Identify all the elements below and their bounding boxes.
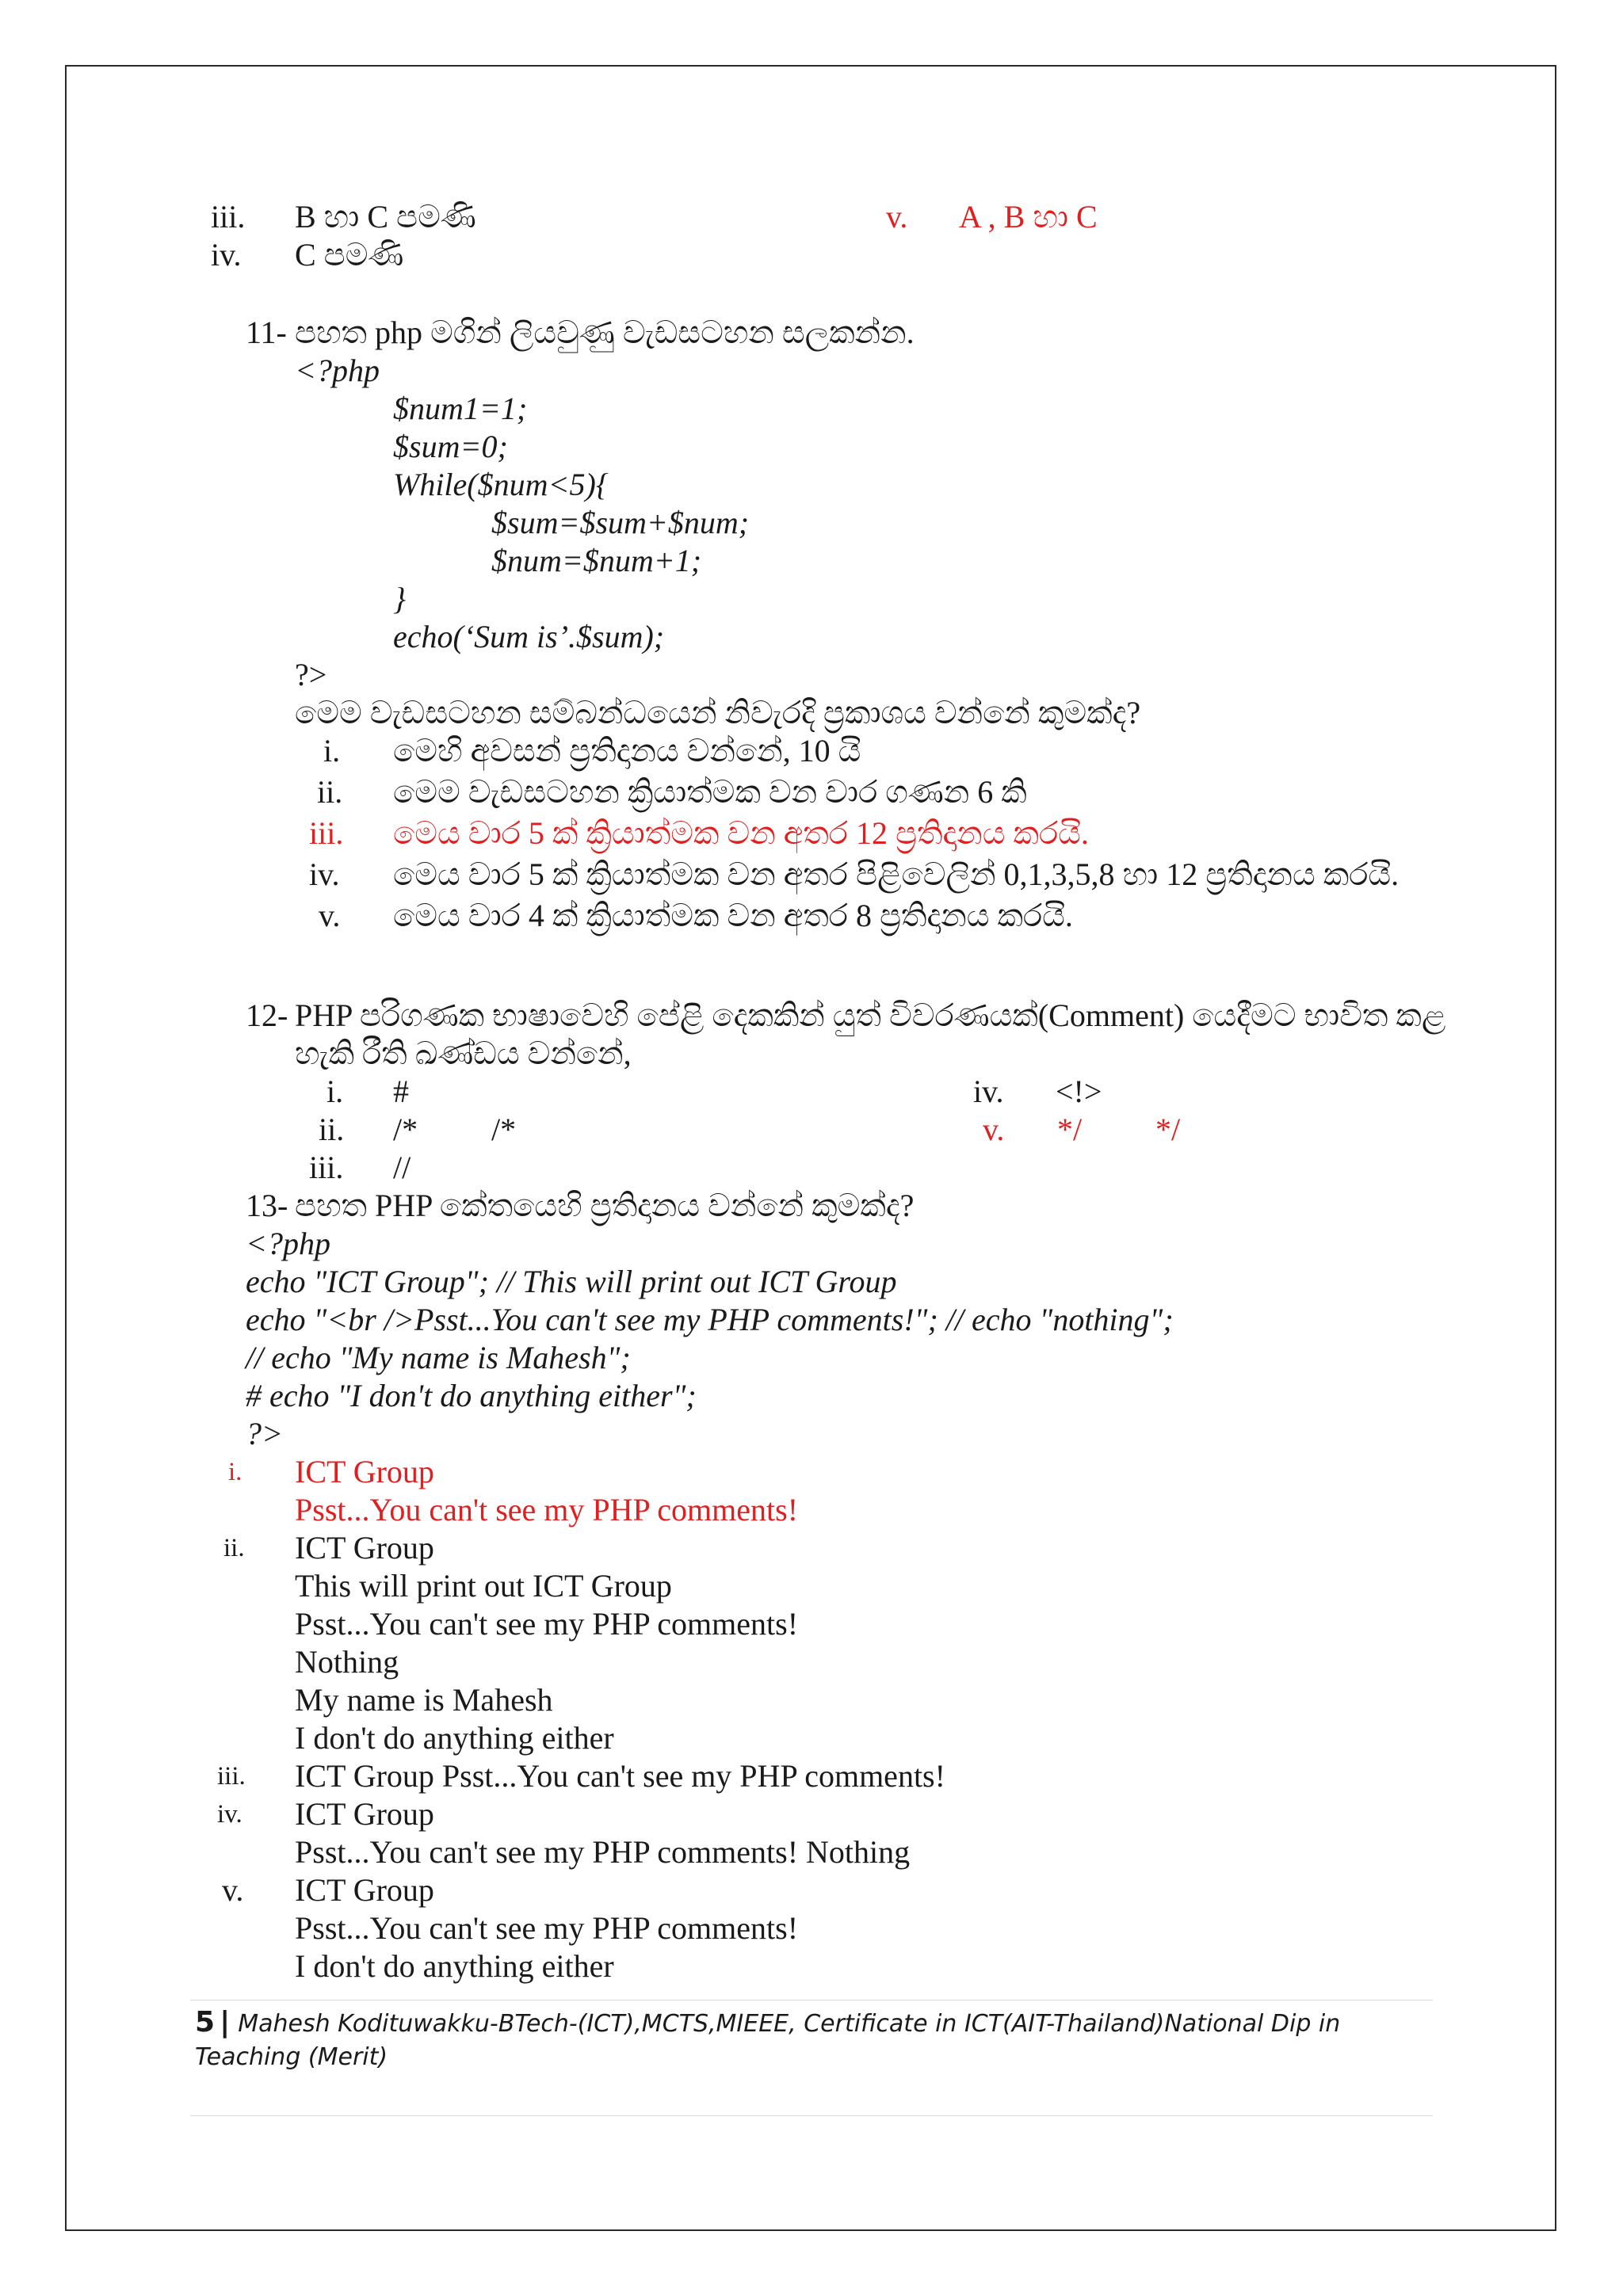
q11-option-text: මෙය වාර 5 ක් ක්‍රියාත්මක වන අතර 12 ප්‍රතිදානය කරයි. [393, 815, 1089, 851]
q12-option-text: */ [1155, 1112, 1181, 1147]
q13-option-line: I don't do anything either [295, 1948, 614, 1984]
q10-option-iii-text: B හා C පමණි [295, 199, 476, 235]
q13-option-number: i. [228, 1458, 242, 1486]
q12-option-text: /* [491, 1112, 517, 1147]
q13-option-line: Psst...You can't see my PHP comments! Nothing [295, 1834, 911, 1870]
q13-stem: පහත PHP කේතයෙහි ප්‍රතිදානය වන්නේ කුමක්ද? [295, 1188, 915, 1223]
q10-option-iii-number: iii. [211, 199, 246, 235]
q13-code-line: <?php [246, 1226, 330, 1261]
q11-number: 11- [246, 315, 287, 350]
q13-option-line: Psst...You can't see my PHP comments! [295, 1606, 799, 1642]
q11-question: මෙම වැඩසටහන සම්බන්ධයෙන් නිවැරදි ප්‍රකාශය වන්නේ කුමක්ද? [295, 695, 1141, 730]
q13-code-line: // echo "My name is Mahesh"; [246, 1340, 631, 1375]
q11-stem: පහත php මගින් ලියවුණු වැඩසටහන සලකන්න. [295, 315, 915, 350]
q11-option-text: මෙම වැඩසටහන ක්‍රියාත්මක වන වාර ගණන 6 කි [393, 774, 1027, 810]
q12-option-text: # [393, 1074, 409, 1109]
q13-option-line: ICT Group [295, 1796, 434, 1832]
footer-separator: | [220, 2006, 231, 2039]
q11-option-text: මෙය වාර 5 ක් ක්‍රියාත්මක වන අතර පිළිවෙලින් 0,1,3,5,8 හා 12 ප්‍රතිදානය කරයි. [393, 856, 1400, 892]
footer-credit: Mahesh Kodituwakku-BTech-(ICT),MCTS,MIEEE, Certificate in ICT(AIT-Thailand)National Dip in Teaching (Merit) [195, 2010, 1341, 2071]
q11-option-number: v. [319, 898, 341, 933]
q11-code-line: <?php [295, 353, 380, 388]
q12-stem: හැකි රීති ඛණ්ඩය වන්නේ, [295, 1035, 632, 1071]
q13-option-line: I don't do anything either [295, 1720, 614, 1756]
q13-option-line: Psst...You can't see my PHP comments! [295, 1910, 799, 1946]
q11-code-line: ?> [295, 657, 327, 692]
q12-option-text: <!> [1056, 1074, 1102, 1109]
q13-number: 13- [246, 1188, 288, 1223]
q10-option-v-number: v. [886, 199, 908, 235]
q11-option-text: මෙහි අවසන් ප්‍රතිදානය වන්නේ, 10 යි [393, 733, 861, 769]
page-footer [195, 2006, 1431, 2074]
q12-number: 12- [246, 997, 288, 1033]
q13-option-line: Psst...You can't see my PHP comments! [295, 1492, 799, 1527]
q13-option-line: ICT Group [295, 1872, 434, 1908]
q13-code-line: # echo "I don't do anything either"; [246, 1378, 697, 1413]
q10-option-iv-number: iv. [211, 237, 242, 273]
q12-stem: PHP පරිගණක භාෂාවෙහි පේළි දෙකකින් යුත් විවරණයක්(Comment) යෙදීමට භාවිත කළ [295, 997, 1446, 1033]
q13-option-line: ICT Group [295, 1530, 434, 1566]
q13-option-line: This will print out ICT Group [295, 1568, 672, 1604]
q12-option-number: iii. [309, 1150, 344, 1185]
q11-option-number: iv. [309, 856, 340, 892]
q11-code-line: } [393, 581, 406, 616]
q11-code-line: $sum=0; [393, 429, 508, 464]
q13-code-line: echo "ICT Group"; // This will print out ICT Group [246, 1264, 897, 1299]
page-border [65, 65, 1556, 2231]
q12-option-number: v. [983, 1112, 1005, 1147]
q11-option-number: i. [323, 733, 341, 769]
q11-option-number: iii. [309, 815, 344, 851]
q11-code-line: $num=$num+1; [491, 543, 702, 578]
q11-code-line: $sum=$sum+$num; [491, 505, 750, 540]
q13-option-line: ICT Group Psst...You can't see my PHP comments! [295, 1758, 945, 1794]
q11-option-text: මෙය වාර 4 ක් ක්‍රියාත්මක වන අතර 8 ප්‍රතිදානය කරයි. [393, 898, 1073, 933]
q11-option-number: ii. [317, 774, 343, 810]
q12-option-number: iv. [973, 1074, 1004, 1109]
q12-option-number: ii. [319, 1112, 345, 1147]
q10-option-v-text: A , B හා C [959, 199, 1098, 235]
q13-option-number: ii. [223, 1534, 245, 1562]
page-number: 5 [195, 2006, 216, 2039]
q12-option-number: i. [327, 1074, 344, 1109]
q13-code-line: ?> [246, 1416, 283, 1451]
q13-option-line: Nothing [295, 1644, 399, 1680]
q11-code-line: While($num<5){ [393, 467, 609, 502]
q13-option-number: iv. [217, 1800, 242, 1829]
q12-option-text: // [393, 1150, 411, 1185]
q13-option-number: iii. [217, 1762, 246, 1791]
footer-bottom-rule [190, 2115, 1433, 2116]
q12-option-text: /* [393, 1112, 418, 1147]
q10-option-iv-text: C පමණි [295, 237, 404, 273]
q13-code-line: echo "<br />Psst...You can't see my PHP comments!"; // echo "nothing"; [246, 1302, 1174, 1337]
q13-option-line: ICT Group [295, 1454, 434, 1489]
q12-option-text: */ [1057, 1112, 1083, 1147]
q13-option-number: v. [222, 1872, 244, 1908]
q11-code-line: echo(‘Sum is’.$sum); [393, 619, 665, 654]
q13-option-line: My name is Mahesh [295, 1682, 553, 1718]
q11-code-line: $num1=1; [393, 391, 528, 426]
